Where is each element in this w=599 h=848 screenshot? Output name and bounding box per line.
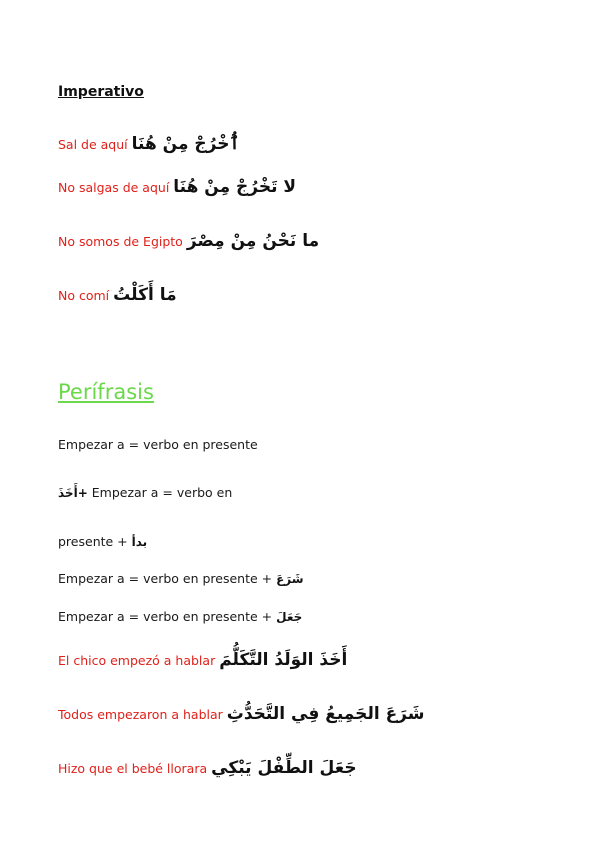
spanish-text: Sal de aquí: [58, 137, 128, 152]
perifrasis-example-1: [58, 650, 347, 670]
arabic-text: مَا أَكَلْتُ: [113, 285, 177, 305]
rule-line-2: [58, 485, 232, 500]
spanish-text: No somos de Egipto: [58, 234, 183, 249]
imperativo-heading: Imperativo: [58, 84, 144, 100]
spanish-text: Hizo que el bebé llorara: [58, 761, 208, 776]
spanish-text: El chico empezó a hablar: [58, 653, 216, 668]
rule-text: Empezar a = verbo en presente +: [58, 609, 277, 624]
arabic-text: ٱُخْرُجْ مِنْ هُنَا: [131, 134, 240, 154]
imperativo-example-1: [58, 133, 239, 154]
arabic-text: أَخَذَ+: [58, 486, 88, 500]
rule-text: Empezar a = verbo en presente +: [58, 571, 277, 586]
spanish-text: Todos empezaron a hablar: [58, 707, 223, 722]
arabic-text: جَعَلَ: [276, 610, 303, 624]
perifrasis-heading: Perífrasis: [58, 380, 154, 404]
rule-line-5: [58, 609, 302, 624]
imperativo-example-2: [58, 177, 296, 197]
perifrasis-example-2: [58, 704, 424, 724]
rule-text: Empezar a = verbo en presente: [58, 437, 258, 452]
arabic-text: أَخَذَ الوَلَدُ التَّكَلُّمَ: [219, 650, 348, 670]
rule-text: presente +: [58, 534, 132, 549]
spanish-text: No comí: [58, 288, 110, 303]
arabic-text: شَرَعَ: [276, 572, 304, 586]
spanish-text: No salgas de aquí: [58, 180, 170, 195]
rule-line-3: [58, 534, 147, 549]
perifrasis-example-3: [58, 758, 357, 778]
imperativo-example-4: [58, 285, 177, 305]
arabic-text: جَعَلَ الطِّفْلَ يَبْكِي: [211, 758, 357, 778]
imperativo-example-3: [58, 231, 319, 251]
rule-line-4: [58, 571, 304, 586]
arabic-text: شَرَعَ الجَمِيعُ فِي التَّحَدُّثِ: [226, 704, 425, 724]
rule-text: Empezar a = verbo en: [87, 485, 233, 500]
arabic-text: لا تَخْرُجْ مِنْ هُنَا: [173, 177, 297, 197]
arabic-text: بدأ: [131, 535, 148, 549]
rule-line-1: [58, 437, 258, 452]
arabic-text: ما نَحْنُ مِنْ مِصْرَ: [186, 231, 320, 251]
